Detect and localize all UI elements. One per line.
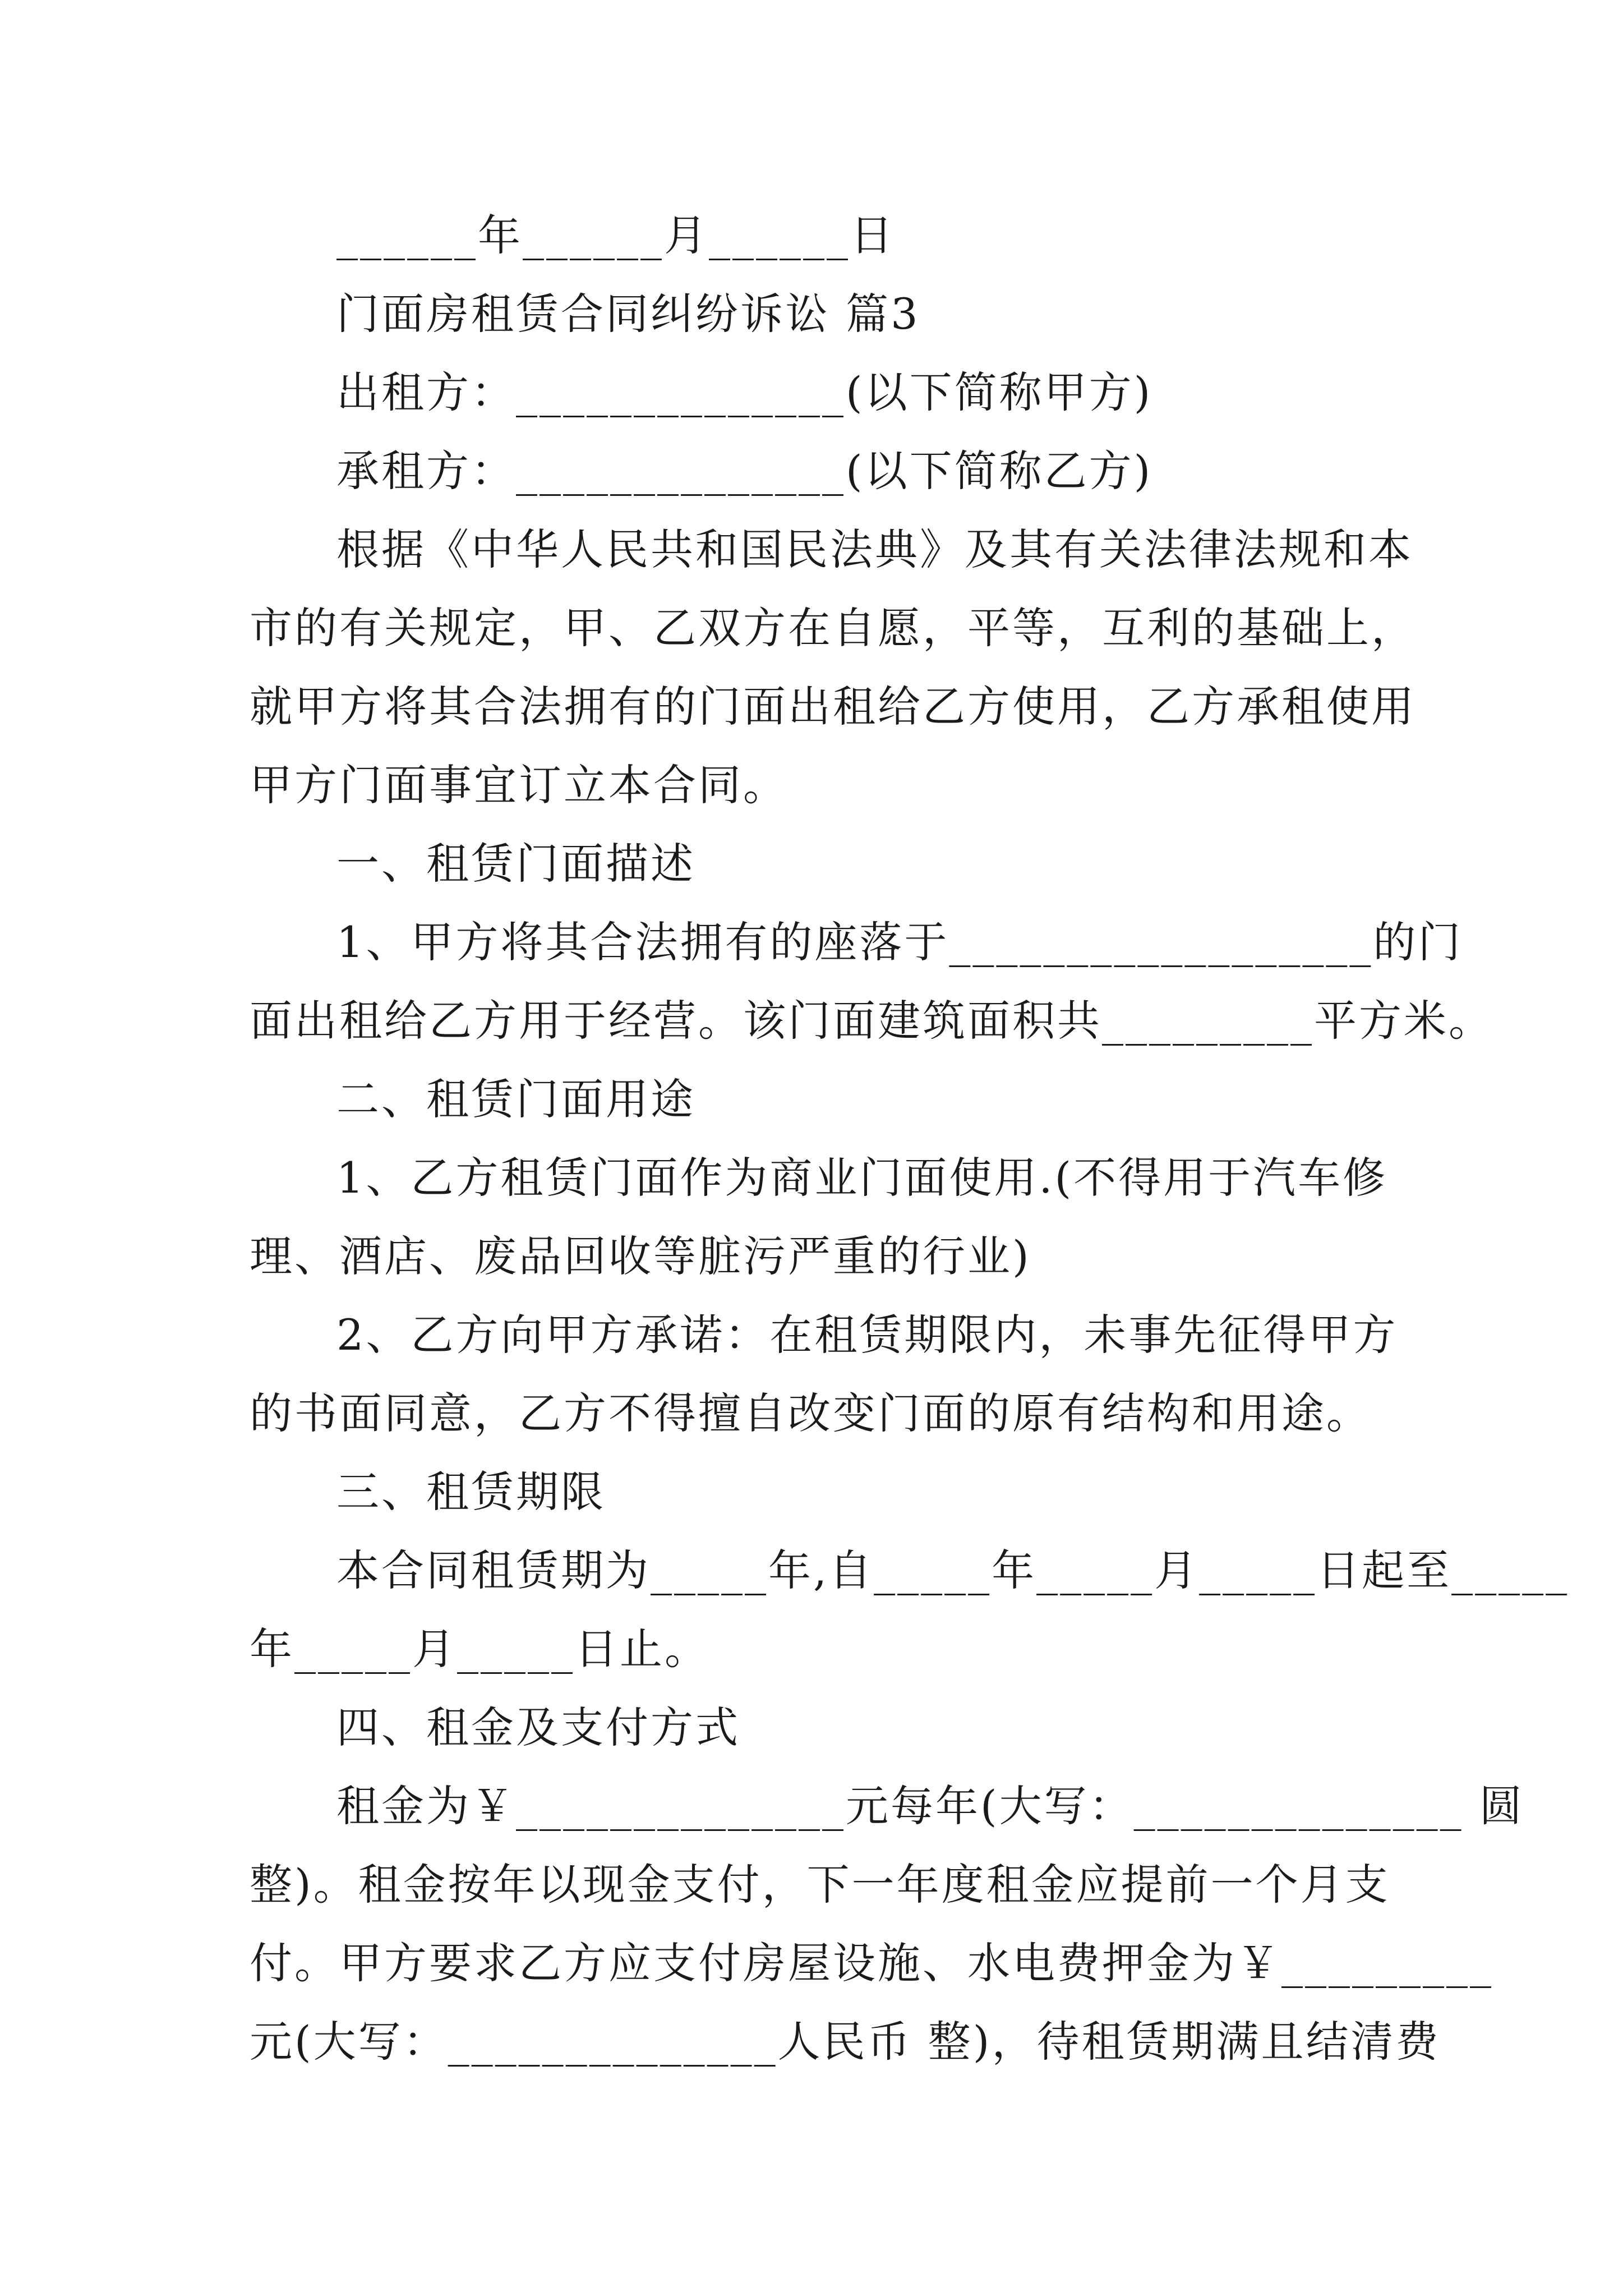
paragraph-line: 面出租给乙方用于经营。该门面建筑面积共_________平方米。	[250, 996, 1493, 1046]
lessee-line: 承租方：______________(以下简称乙方)	[336, 446, 1153, 496]
paragraph-line: 根据《中华人民共和国民法典》及其有关法律法规和本	[336, 524, 1413, 574]
heading-1: 一、租赁门面描述	[336, 839, 695, 889]
paragraph-line: 付。甲方要求乙方应支付房屋设施、水电费押金为￥_________	[250, 1938, 1493, 1988]
paragraph-line: 理、酒店、废品回收等脏污严重的行业)	[250, 1231, 1031, 1281]
paragraph-line: 市的有关规定，甲、乙双方在自愿，平等，互利的基础上，	[250, 603, 1416, 653]
heading-3: 三、租赁期限	[336, 1467, 606, 1517]
heading-4: 四、租金及支付方式	[336, 1703, 740, 1752]
paragraph-line: 2、乙方向甲方承诺：在租赁期限内，未事先征得甲方	[336, 1310, 1398, 1360]
lessor-line: 出租方：______________(以下简称甲方)	[336, 367, 1153, 417]
paragraph-line: 年_____月_____日止。	[250, 1624, 709, 1674]
paragraph-line: 本合同租赁期为_____年,自_____年_____月_____日起至_____	[336, 1545, 1570, 1595]
heading-2: 二、租赁门面用途	[336, 1074, 695, 1124]
paragraph-line: 就甲方将其合法拥有的门面出租给乙方使用，乙方承租使用	[250, 682, 1416, 731]
paragraph-line: 1、甲方将其合法拥有的座落于__________________的门	[336, 917, 1463, 967]
paragraph-line: 整)。租金按年以现金支付，下一年度租金应提前一个月支	[250, 1860, 1390, 1910]
paragraph-line: 甲方门面事宜订立本合同。	[250, 760, 788, 810]
section-title: 门面房租赁合同纠纷诉讼 篇3	[336, 289, 920, 339]
paragraph-line: 1、乙方租赁门面作为商业门面使用.(不得用于汽车修	[336, 1153, 1388, 1203]
date-line: ______年______月______日	[336, 210, 895, 260]
paragraph-line: 租金为￥______________元每年(大写：______________ 圆	[336, 1781, 1524, 1831]
paragraph-line: 元(大写：______________人民币 整)，待租赁期满且结清费	[250, 2017, 1441, 2067]
paragraph-line: 的书面同意，乙方不得擅自改变门面的原有结构和用途。	[250, 1388, 1371, 1438]
